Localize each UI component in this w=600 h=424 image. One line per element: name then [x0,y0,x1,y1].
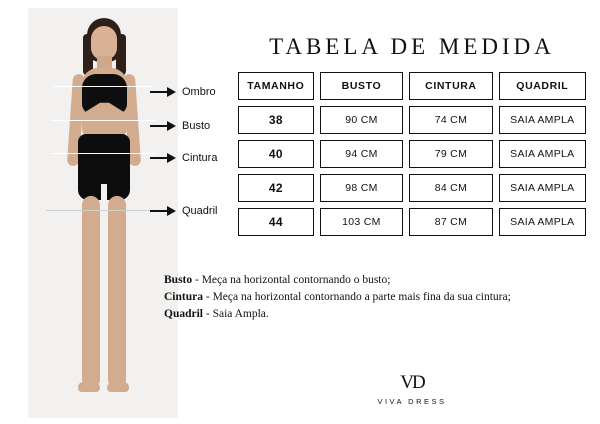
shorts-garment [78,134,130,200]
face [91,26,117,60]
cell-quadril: SAIA AMPLA [499,174,586,202]
leg-right [108,196,126,386]
table-row [238,106,586,134]
note-cintura-term: Cintura [164,291,203,303]
foot-left [78,382,100,392]
model-photo-panel [0,0,232,424]
cell-busto: 90 CM [320,106,403,134]
table-row [238,174,586,202]
foot-right [107,382,129,392]
cell-quadril: SAIA AMPLA [499,106,586,134]
guide-line-quadril [46,210,160,211]
measurement-instructions [164,272,584,323]
brand-name: VIVA DRESS [377,397,447,406]
note-busto [164,272,584,289]
column-header-tamanho: TAMANHO [238,72,314,100]
cell-cintura: 79 CM [409,140,492,168]
callout-busto-label: Busto [182,120,211,132]
table-row [238,208,586,236]
note-quadril-text: - Saia Ampla. [202,308,269,320]
page-title: TABELA DE MEDIDA [269,34,555,59]
measurements-table [238,72,586,242]
arrow-right-icon [150,121,176,131]
arrow-right-icon [150,206,176,216]
brand-footer [236,372,588,406]
cell-tamanho: 42 [238,174,314,202]
cell-cintura: 74 CM [409,106,492,134]
callout-ombro [150,86,216,98]
cell-quadril: SAIA AMPLA [499,208,586,236]
column-header-busto: BUSTO [320,72,403,100]
callout-ombro-label: Ombro [182,86,216,98]
column-header-quadril: QUADRIL [499,72,586,100]
callout-quadril [150,205,217,217]
cell-quadril: SAIA AMPLA [499,140,586,168]
guide-line-cintura [50,153,156,154]
table-header-row [238,72,586,100]
cell-tamanho: 38 [238,106,314,134]
cell-cintura: 84 CM [409,174,492,202]
arrow-right-icon [150,153,176,163]
arrow-right-icon [150,87,176,97]
leg-left [82,196,100,386]
callout-cintura [150,152,217,164]
guide-line-ombro [52,86,152,87]
note-cintura [164,289,584,306]
callout-quadril-label: Quadril [182,205,218,217]
callout-cintura-label: Cintura [182,152,218,164]
note-quadril [164,306,584,323]
cell-busto: 103 CM [320,208,403,236]
cell-busto: 94 CM [320,140,403,168]
callout-busto [150,120,210,132]
note-busto-text: - Meça na horizontal contornando o busto; [192,274,391,286]
cell-tamanho: 44 [238,208,314,236]
note-quadril-term: Quadril [164,308,203,320]
note-cintura-text: - Meça na horizontal contornando a parte mais fina da sua cintura; [202,291,511,303]
cell-busto: 98 CM [320,174,403,202]
logo-monogram: VD [400,372,424,393]
guide-line-busto [50,120,156,121]
cell-tamanho: 40 [238,140,314,168]
note-busto-term: Busto [164,274,193,286]
cell-cintura: 87 CM [409,208,492,236]
column-header-cintura: CINTURA [409,72,492,100]
table-row [238,140,586,168]
